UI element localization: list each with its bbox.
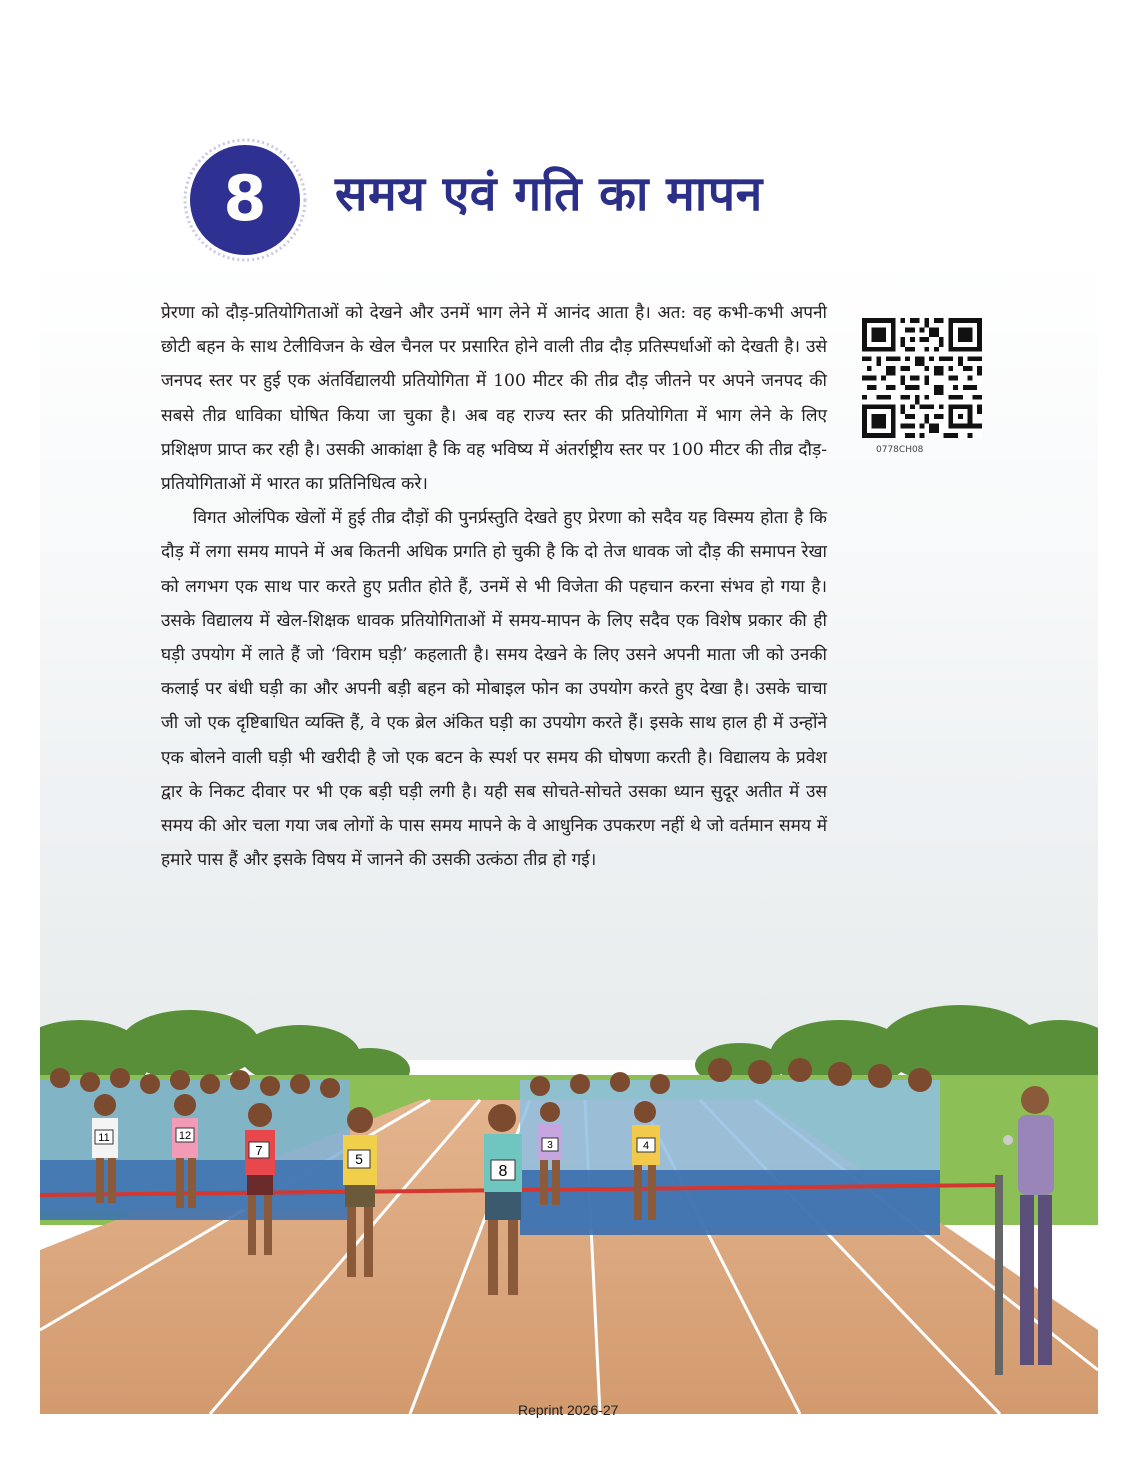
race-illustration <box>40 1000 1098 1414</box>
bib-11: 11 <box>98 1132 110 1144</box>
qr-code-image[interactable] <box>862 318 982 438</box>
bib-12: 12 <box>178 1130 192 1142</box>
stopwatch-icon <box>1003 1135 1013 1145</box>
paragraph-1: प्रेरणा को दौड़-प्रतियोगिताओं को देखने और उनमें भाग लेने में आनंद आता है। अत: वह कभी-कभी अपनी छोटी बहन के साथ टेलीविजन के खेल चैनल पर प्रसारित होने वाली तीव्र दौड़ प्रतिस्पर्धाओं को देखती है। उसे जनपद स्तर पर हुई एक अंतर्विद्यालयी प्रतियोगिता में 100 मीटर की तीव्र दौड़ जीतने पर अपने जनपद की सबसे तीव्र धाविका घोषित किया जा चुका है। अब वह राज्य स्तर की प्रतियोगिता में भाग लेने के लिए प्रशिक्षण प्राप्त कर रही है। उसकी आकांक्षा है कि वह भविष्य में अंतर्राष्ट्रीय स्तर पर 100 मीटर की तीव्र दौड़-प्रतियोगिताओं में भारत का प्रतिनिधित्व करे। <box>161 303 827 495</box>
paragraph-2: विगत ओलंपिक खेलों में हुई तीव्र दौड़ों की पुनर्प्रस्तुति देखते हुए प्रेरणा को सदैव यह विस्मय होता है कि दौड़ में लगा समय मापने में अब कितनी अधिक प्रगति हो चुकी है कि दो तेज धावक जो दौड़ की समापन रेखा को लगभग एक साथ पार करते हुए प्रतीत होते हैं, उनमें से भी विजेता की पहचान करना संभव हो गया है। उसके विद्यालय में खेल-शिक्षक धावक प्रतियोगिताओं में समय-मापन के लिए सदैव एक विशेष प्रकार की ही घड़ी उपयोग में लाते हैं जो ‘विराम घड़ी’ कहलाती है। समय देखने के लिए उसने अपनी माता जी को उनकी कलाई पर बंधी घड़ी का और अपनी बड़ी बहन को मोबाइल फोन का उपयोग करते हुए देखा है। उसके चाचा जी जो एक दृष्टिबाधित व्यक्ति हैं, वे एक ब्रेल अंकित घड़ी का उपयोग करते हैं। इसके साथ हाल ही में उन्होंने एक बोलने वाली घड़ी भी खरीदी है जो एक बटन के स्पर्श पर समय की घोषणा करती है। विद्यालय के प्रवेश द्वार के निकट दीवार पर भी एक बड़ी घड़ी लगी है। यही सब सोचते-सोचते उसका ध्यान सुदूर अतीत में उस समय की ओर चला गया जब लोगों के पास समय मापने के वे आधुनिक उपकरण नहीं थे जो वर्तमान समय में हमारे पास हैं और इसके विषय में जानने की उसकी उत्कंठा तीव्र हो गई। <box>161 508 827 871</box>
chapter-intro-text <box>161 296 827 877</box>
bib-3: 3 <box>547 1140 553 1151</box>
reprint-footer: Reprint 2026-27 <box>518 1402 619 1418</box>
bib-5: 5 <box>355 1151 363 1167</box>
qr-code-label: 0778CH08 <box>876 445 924 455</box>
spectators-right <box>520 1058 940 1235</box>
bib-4: 4 <box>642 1140 650 1152</box>
bib-8: 8 <box>498 1163 508 1180</box>
chapter-title: समय एवं गति का मापन <box>335 166 763 222</box>
chapter-number: 8 <box>223 162 267 235</box>
finish-post <box>995 1175 1003 1375</box>
chapter-number-badge <box>183 138 307 262</box>
bib-7: 7 <box>255 1143 263 1158</box>
